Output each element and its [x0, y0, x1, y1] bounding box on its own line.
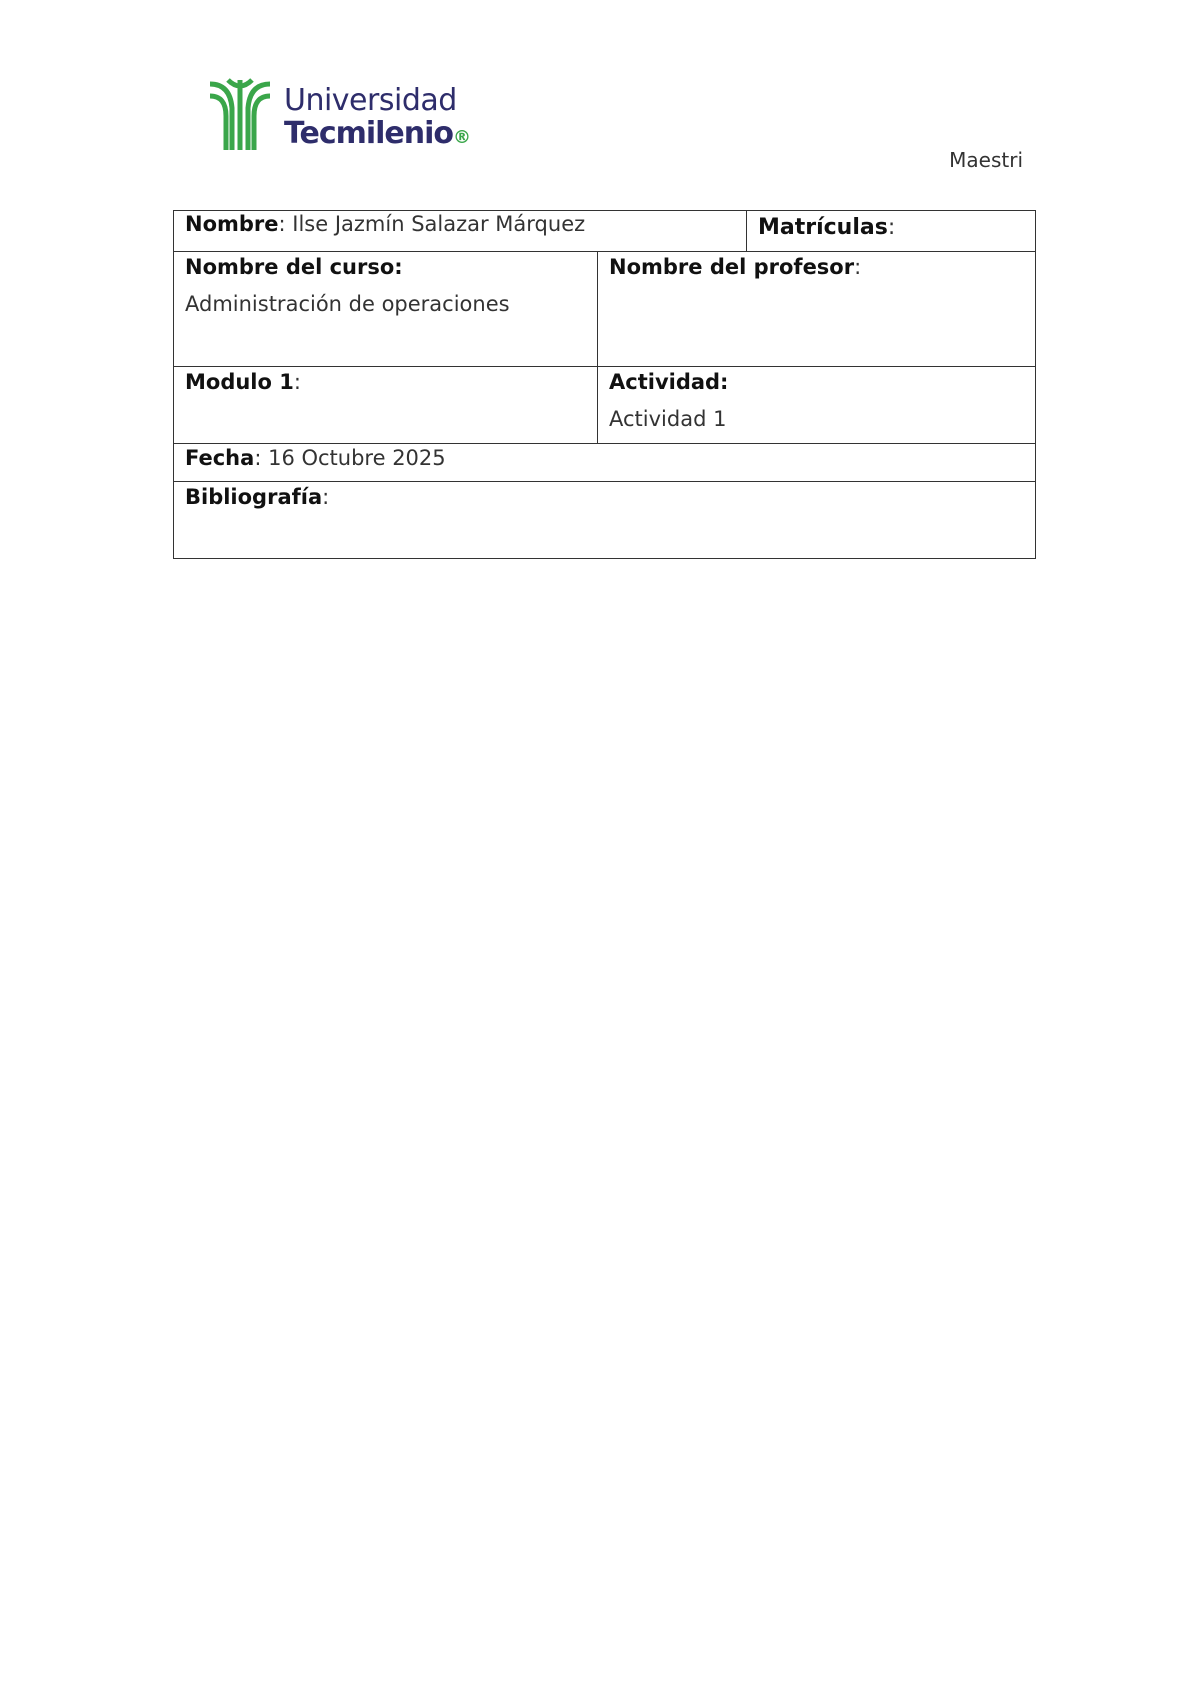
- modulo-label: Modulo 1: [185, 370, 294, 394]
- cell-actividad: [598, 367, 1036, 444]
- logo-text-tecmilenio: [284, 116, 470, 151]
- cell-matriculas: [747, 211, 1036, 252]
- curso-label: Nombre del curso:: [185, 255, 403, 279]
- fecha-label: Fecha: [185, 446, 255, 470]
- profesor-colon: :: [854, 255, 862, 279]
- row-fecha: [174, 444, 1036, 482]
- cell-modulo: [174, 367, 598, 444]
- bibliografia-label: Bibliografía: [185, 485, 323, 509]
- bibliografia-colon: :: [322, 485, 330, 509]
- modulo-colon: :: [293, 370, 301, 394]
- matriculas-colon: :: [887, 215, 896, 240]
- header-program-text: Maestri: [949, 148, 1023, 172]
- cell-curso: [174, 252, 598, 367]
- logo-text-tecmilenio-word: Tecmilenio: [284, 116, 454, 151]
- university-logo: [206, 78, 476, 154]
- profesor-label: Nombre del profesor: [609, 255, 855, 279]
- row-nombre: [174, 211, 1036, 252]
- actividad-value: Actividad 1: [609, 407, 727, 432]
- cell-nombre: [174, 211, 747, 252]
- curso-value: Administración de operaciones: [185, 292, 510, 317]
- actividad-label: Actividad:: [609, 370, 729, 394]
- matriculas-label: Matrículas: [758, 215, 888, 240]
- nombre-value: Ilse Jazmín Salazar Márquez: [292, 212, 586, 236]
- registered-mark: ®: [453, 127, 471, 148]
- row-curso-profesor: [174, 252, 1036, 367]
- fecha-colon: :: [254, 446, 262, 470]
- cell-bibliografia: [174, 482, 1036, 559]
- cell-fecha: [174, 444, 1036, 482]
- student-info-table: [173, 210, 1036, 559]
- row-bibliografia: [174, 482, 1036, 559]
- fecha-value: 16 Octubre 2025: [268, 446, 446, 470]
- row-modulo-actividad: [174, 367, 1036, 444]
- nombre-label: Nombre: [185, 212, 279, 236]
- tecmilenio-tree-icon: [206, 78, 274, 150]
- cell-profesor: [598, 252, 1036, 367]
- logo-text-universidad: Universidad: [284, 83, 457, 118]
- nombre-colon: :: [278, 212, 286, 236]
